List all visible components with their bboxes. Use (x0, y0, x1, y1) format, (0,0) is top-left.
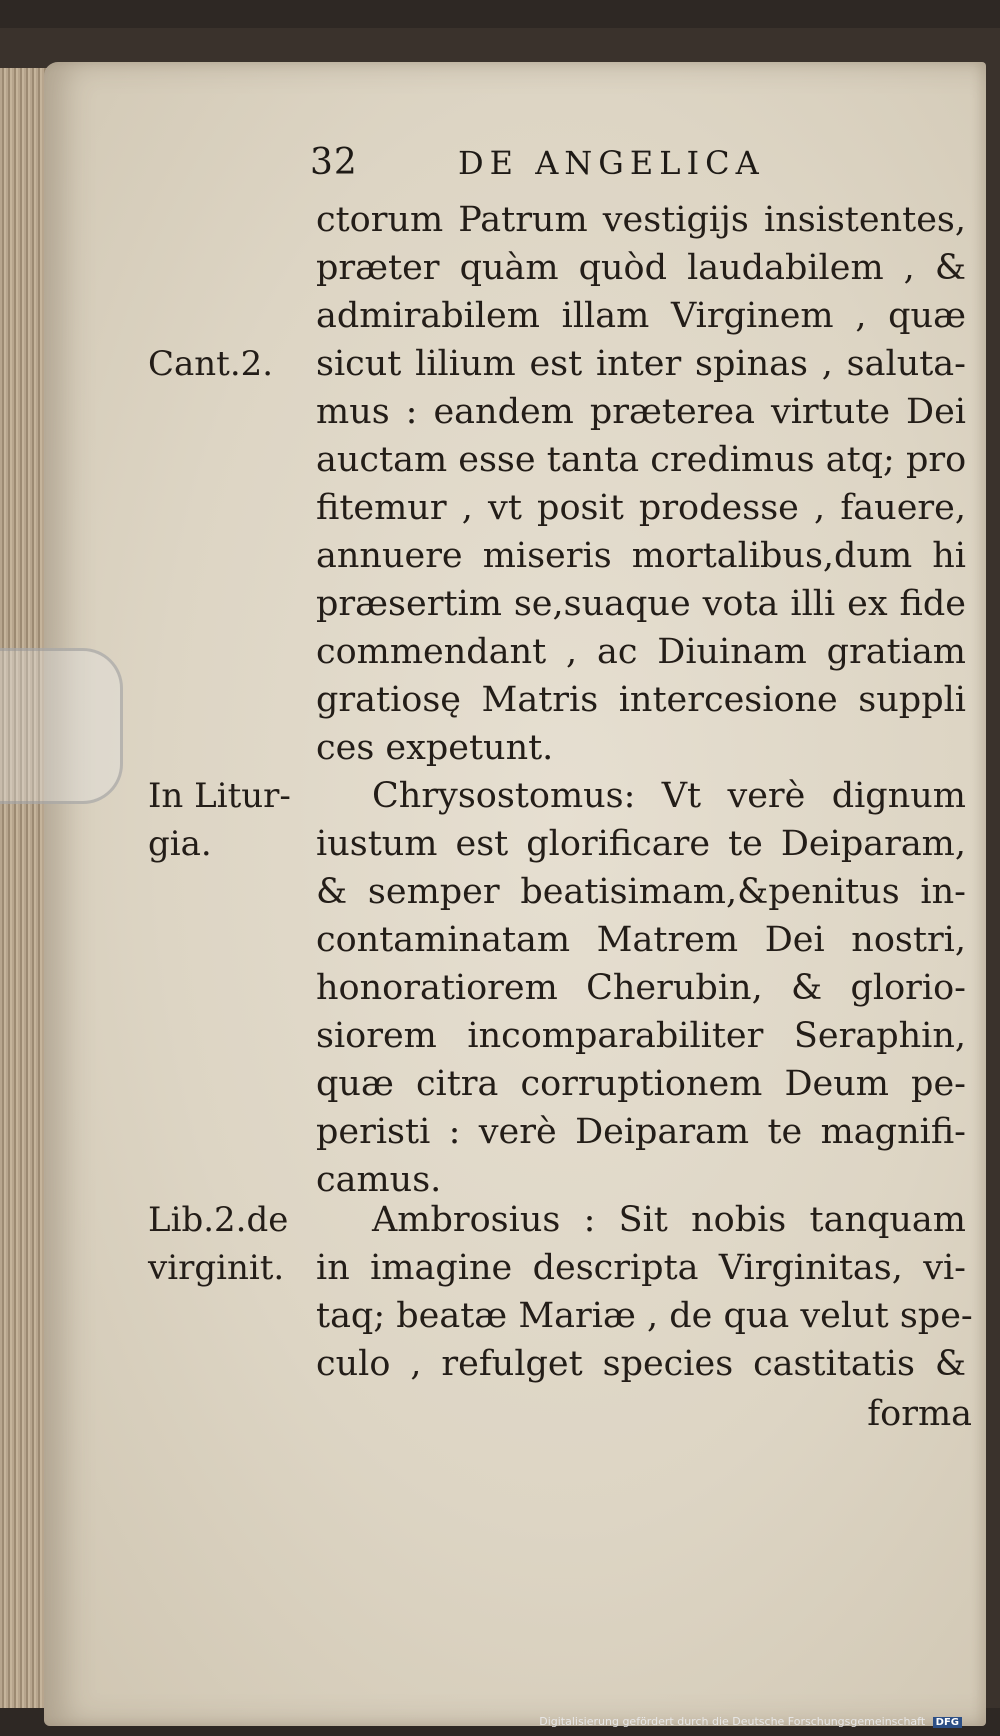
text-line: contaminatam Matrem Dei nostri, (316, 920, 966, 960)
text-line: præter quàm quòd laudabilem , & (316, 248, 966, 288)
text-line: mus : eandem præterea virtute Dei (316, 392, 966, 432)
text-line: sicut lilium est inter spinas , saluta- (316, 344, 966, 384)
credit-text: Digitalisierung gefördert durch die Deutsche Forschungsgemeinschaft (539, 1715, 926, 1728)
text-line: in imagine descripta Virginitas, vi- (316, 1248, 966, 1288)
text-line: ctorum Patrum vestigijs insistentes, (316, 200, 966, 240)
text-line: commendant , ac Diuinam gratiam (316, 632, 966, 672)
dfg-logo: DFG (933, 1717, 962, 1728)
text-line: peristi : verè Deiparam te magnifi- (316, 1112, 966, 1152)
text-line: Chrysostomus: Vt verè dignum (372, 776, 966, 816)
page-clip (0, 648, 123, 804)
text-line: camus. (316, 1160, 442, 1200)
page-edges (0, 68, 50, 1708)
marginal-note: In Litur- (148, 776, 291, 816)
text-line: Ambrosius : Sit nobis tanquam (372, 1200, 966, 1240)
page-number: 32 (310, 142, 358, 183)
text-line: ces expetunt. (316, 728, 554, 768)
marginal-note: Cant.2. (148, 344, 274, 384)
text-line: & semper beatisimam,&penitus in- (316, 872, 966, 912)
text-line: fitemur , vt posit prodesse , fauere, (316, 488, 966, 528)
text-line: præsertim se,suaque vota illi ex fide (316, 584, 966, 624)
marginal-note: Lib.2.de (148, 1200, 289, 1240)
digitization-credit (539, 1715, 962, 1728)
marginal-note: gia. (148, 824, 212, 864)
text-line: quæ citra corruptionem Deum pe- (316, 1064, 966, 1104)
text-line: siorem incomparabiliter Seraphin, (316, 1016, 966, 1056)
text-line: gratiosę Matris intercesione suppli (316, 680, 966, 720)
text-line: admirabilem illam Virginem , quæ (316, 296, 966, 336)
running-head (310, 142, 930, 192)
catchword: forma (867, 1394, 972, 1434)
text-line: iustum est glorificare te Deiparam, (316, 824, 966, 864)
text-line: auctam esse tanta credimus atq; pro (316, 440, 967, 480)
marginal-note: virginit. (148, 1248, 285, 1288)
text-line: annuere miseris mortalibus,dum hi (316, 536, 966, 576)
text-line: culo , refulget species castitatis & (316, 1344, 966, 1384)
text-line: taq; beatæ Mariæ , de qua velut spe- (316, 1296, 973, 1336)
running-title: DE ANGELICA (458, 144, 765, 182)
text-line: honoratiorem Cherubin, & glorio- (316, 968, 966, 1008)
